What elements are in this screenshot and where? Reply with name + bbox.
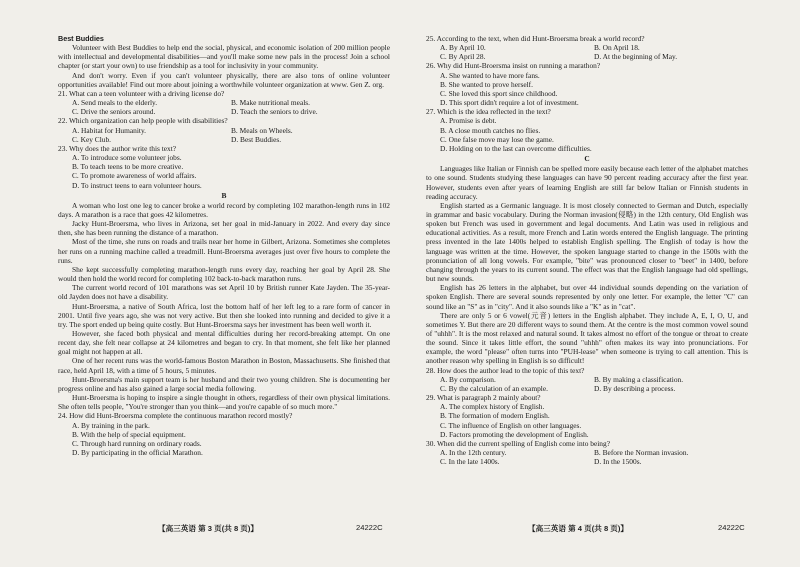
question-25: 25. According to the text, when did Hunt-Broersma break a world record? bbox=[426, 34, 645, 43]
page-footer-right: 【高三英语 第 4 页(共 8 页)】 bbox=[528, 524, 628, 533]
option: B. Make nutritional meals. bbox=[231, 98, 311, 108]
passage-heading: Best Buddies bbox=[58, 34, 104, 43]
passage-paragraph: Hunt-Broersma's main support team is her husband and their two young children. She is documenting her progress online and has also gained a large social media following. bbox=[58, 374, 390, 393]
option: B. Meals on Wheels. bbox=[231, 125, 293, 135]
exam-code-left: 24222C bbox=[356, 523, 383, 532]
option: A. In the 12th century. bbox=[440, 448, 507, 458]
question-28: 28. How does the author lead to the topic of this text? bbox=[426, 365, 585, 375]
option-row bbox=[58, 126, 390, 135]
passage-paragraph: English has 26 letters in the alphabet, but over 44 individual sounds depending on the variation of spoken English. There are several sounds represented by only one letter. For example, the letter "C" can sound like an "S" as in "city". And it also sounds like a "K" as in "cat". bbox=[426, 283, 748, 311]
option: A. The complex history of English. bbox=[440, 402, 545, 412]
passage-paragraph: Jacky Hunt-Broersma, who lives in Arizona, set her goal in mid-January in 2022. And every day since then, she has been running the distance of a marathon. bbox=[58, 219, 390, 238]
option: B. To teach teens to be more creative. bbox=[72, 162, 184, 172]
question-30: 30. When did the current spelling of English come into being? bbox=[426, 438, 610, 448]
option: C. The influence of English on other languages. bbox=[440, 420, 582, 430]
option: B. She wanted to prove herself. bbox=[440, 79, 533, 89]
page-footer-left: 【高三英语 第 3 页(共 8 页)】 bbox=[158, 524, 258, 533]
question-22: 22. Which organization can help people with disabilities? bbox=[58, 116, 228, 126]
question-21: 21. What can a teen volunteer with a driving license do? bbox=[58, 88, 225, 98]
option: B. Before the Norman invasion. bbox=[594, 448, 689, 458]
option: C. She loved this sport since childhood. bbox=[440, 88, 558, 98]
option-row bbox=[426, 43, 748, 52]
option: D. In the 1500s. bbox=[594, 457, 642, 467]
option: D. Teach the seniors to drive. bbox=[231, 107, 318, 117]
option: D. To instruct teens to earn volunteer hours. bbox=[72, 180, 202, 190]
question-26: 26. Why did Hunt-Broersma insist on running a marathon? bbox=[426, 61, 601, 71]
option: A. By comparison. bbox=[440, 374, 496, 384]
option: D. This sport didn't require a lot of investment. bbox=[440, 98, 579, 108]
question-23: 23. Why does the author write this text? bbox=[58, 143, 177, 153]
option: C. By the calculation of an example. bbox=[440, 383, 548, 393]
option: D. Holding on to the last can overcome difficulties. bbox=[440, 143, 592, 153]
option-row bbox=[58, 135, 390, 144]
option: A. Send meals to the elderly. bbox=[72, 98, 158, 108]
option-row bbox=[426, 52, 748, 61]
passage-paragraph: Languages like Italian or Finnish can be spelled more easily because each letter of the alphabet matches to one sound. Students studying these languages can have 90 percent reading accuracy after the first year. However, students even after years of learning English are still far below Italian or Finnish students in reading accuracy. bbox=[426, 164, 748, 201]
option: A. By April 10. bbox=[440, 43, 486, 53]
passage-paragraph: There are only 5 or 6 vowel(元音) letters in the English alphabet. They include A, E, I, O, U, and sometimes Y. But there are 20 different ways to sound them. At the centre is the most common vowel sound of "uhhh". It is the most relaxed and natural sound. It takes almost no effort of the tongue or throat to create the sound. Since it takes little effort, the sound "uhhh" often makes its way into pronunciations. For example, the word "please" often turns into "PUH-lease" when someone is trying to call attention. This is another reason why spelling in English is so difficult! bbox=[426, 310, 748, 366]
option-row bbox=[426, 448, 748, 457]
question-29: 29. What is paragraph 2 mainly about? bbox=[426, 393, 541, 403]
option: C. Through hard running on ordinary roads. bbox=[72, 438, 202, 448]
option: C. By April 28. bbox=[440, 52, 486, 62]
passage-paragraph: However, she faced both physical and mental difficulties during her record-breaking attempt. On one recent day, she felt near collapse at 24 kilometres and began to cry. In that moment, she felt like her planned goal might not happen at all. bbox=[58, 329, 390, 357]
option: B. A close mouth catches no flies. bbox=[440, 125, 541, 135]
option-row bbox=[426, 384, 748, 393]
passage-paragraph: And don't worry. Even if you can't volunteer physically, there are also tons of online volunteer opportunities available! Find out more about joining a worthwhile volunteer organization at www. Gen Z. org. bbox=[58, 70, 390, 89]
option: D. At the beginning of May. bbox=[594, 52, 678, 62]
option: A. To introduce some volunteer jobs. bbox=[72, 153, 182, 163]
option: D. By describing a process. bbox=[594, 383, 676, 393]
option: C. One false move may lose the game. bbox=[440, 134, 554, 144]
option: B. The formation of modern English. bbox=[440, 411, 550, 421]
passage-paragraph: English started as a Germanic language. It is most closely connected to German and Dutch, especially in grammar and basic vocabulary. During the Norman invasion(侵略) in the 12th century, Old English was spoken but French was used in government and legal documents. And Latin was used in religious and educational activities. As a result, more French and Latin words entered the English language. The printing press invented in the late 1400s helped to establish English spelling. The English of today is how the language was written at the time. However, the spoken language started to change in the 1500s with the pronunciation of all long vowels. For example, "bite" was pronounced closer to "beet" in 1400, before changing through the years to its current sound. The effect was that the English language had old spellings, but new sounds. bbox=[426, 200, 748, 284]
option-row bbox=[58, 107, 390, 116]
option: A. Promise is debt. bbox=[440, 116, 497, 126]
option-row bbox=[58, 98, 390, 107]
option: D. Factors promoting the development of English. bbox=[440, 429, 589, 439]
option: B. On April 18. bbox=[594, 43, 640, 53]
option: C. In the late 1400s. bbox=[440, 457, 500, 467]
section-label-b: B bbox=[221, 190, 227, 200]
question-24: 24. How did Hunt-Broersma complete the continuous marathon record mostly? bbox=[58, 411, 293, 421]
passage-paragraph: A woman who lost one leg to cancer broke a world record by completing 102 marathon-length runs in 102 days. A marathon is a race that goes 42 kilometres. bbox=[58, 200, 390, 219]
option: B. By making a classification. bbox=[594, 374, 684, 384]
passage-paragraph: Volunteer with Best Buddies to help end the social, physical, and economic isolation of 200 million people with intellectual and developmental disabilities—and you'll make some new pals in the process! Join a school chapter (or start your own) to use friendship as a tool for inclusivity in your community. bbox=[58, 43, 390, 71]
option: D. Best Buddies. bbox=[231, 134, 282, 144]
question-27: 27. Which is the idea reflected in the text? bbox=[426, 107, 551, 117]
option: C. Drive the seniors around. bbox=[72, 107, 156, 117]
option: A. By training in the park. bbox=[72, 420, 150, 430]
passage-paragraph: One of her recent runs was the world-famous Boston Marathon in Boston, Massachusetts. She finished that race, held April 18, with a time of 5 hours, 5 minutes. bbox=[58, 356, 390, 375]
section-label-c: C bbox=[584, 154, 590, 164]
passage-paragraph: Hunt-Broersma is hoping to inspire a single thought in others, regardless of their own physical limitations. She often tells people, "You're stronger than you think—and you're capable of so much more." bbox=[58, 393, 390, 412]
right-column bbox=[426, 34, 748, 466]
option: A. She wanted to have more fans. bbox=[440, 70, 540, 80]
exam-code-right: 24222C bbox=[718, 523, 745, 532]
option-row bbox=[426, 457, 748, 466]
passage-paragraph: Hunt-Broersma, a native of South Africa, lost the bottom half of her left leg to a rare form of cancer in 2001. Until five years ago, she was not very active. But then she looked into running and decided to give it a try. The sport ended up being quite costly. But Hunt-Broersma says her investment has been well worth it. bbox=[58, 301, 390, 329]
passage-paragraph: She kept successfully completing marathon-length runs every day, reaching her goal by April 28. She would then hold the world record for completing 102 back-to-back marathon runs. bbox=[58, 264, 390, 284]
option-row bbox=[426, 375, 748, 384]
option: C. To promote awareness of world affairs. bbox=[72, 171, 197, 181]
option: C. Key Club. bbox=[72, 134, 112, 144]
left-column bbox=[58, 34, 390, 457]
option: D. By participating in the official Marathon. bbox=[72, 448, 203, 458]
option: A. Habitat for Humanity. bbox=[72, 125, 147, 135]
passage-paragraph: Most of the time, she runs on roads and trails near her home in Gilbert, Arizona. Sometimes she completes her runs on a running machine called a treadmill. Hunt-Broersma averages just over five hours to complete the runs. bbox=[58, 237, 390, 265]
option: B. With the help of special equipment. bbox=[72, 429, 186, 439]
passage-paragraph: The current world record of 101 marathons was set April 10 by British runner Kate Jayden. The 35-year-old Jayden does not have a disability. bbox=[58, 283, 390, 302]
